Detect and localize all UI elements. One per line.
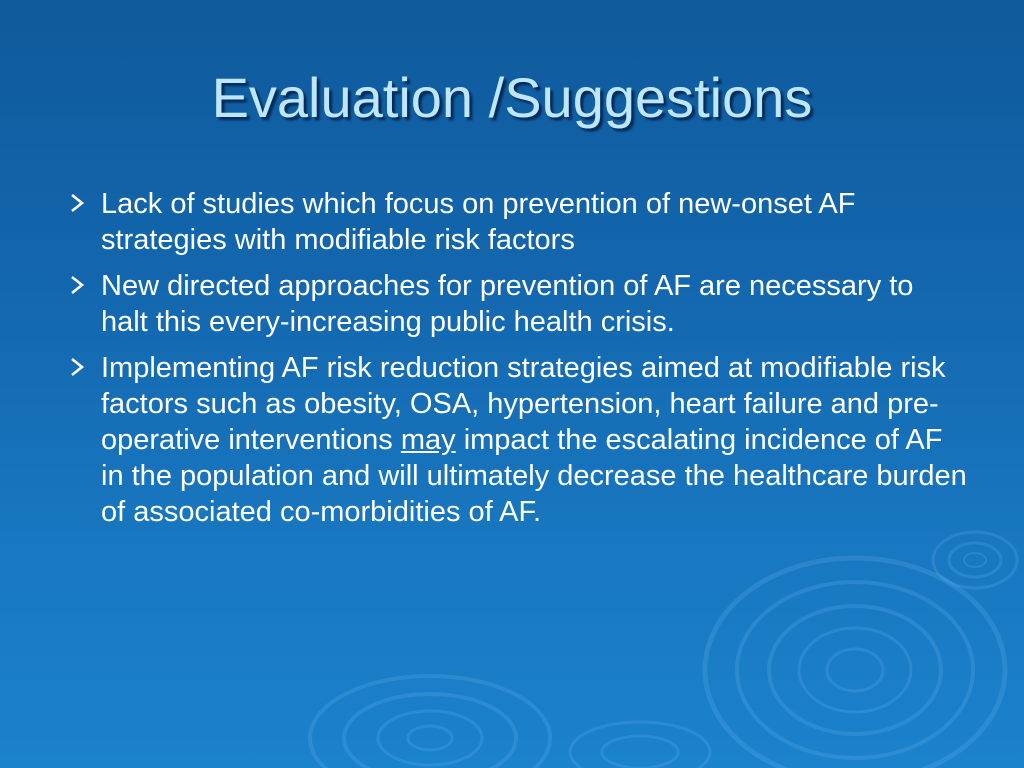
bullet-item <box>68 350 968 530</box>
underlined-emphasis: may <box>400 424 456 456</box>
bullet-text-end: impact the escalating incidence of AF in the population and will ultimately decrease the healthcare burden of associated co-morbidities of AF. <box>101 424 967 528</box>
bullet-text: Lack of studies which focus on prevention of new-onset AF strategies with modifiable risk factors <box>101 188 856 256</box>
bullet-item <box>68 268 968 340</box>
bullet-item <box>68 186 968 258</box>
bullet-list <box>68 186 968 540</box>
arrow-bullet-icon <box>69 357 85 377</box>
slide-title: Evaluation /Suggestions <box>211 66 813 129</box>
arrow-bullet-icon <box>69 275 85 295</box>
arrow-bullet-icon <box>69 193 85 213</box>
bullet-text-start: Implementing AF risk reduction strategies aimed at modifiable risk factors such as obesity, OSA, hypertension, heart failure and pre-operative interventions <box>101 352 946 456</box>
bullet-text: New directed approaches for prevention of AF are necessary to halt this every-increasing public health crisis. <box>101 270 914 338</box>
